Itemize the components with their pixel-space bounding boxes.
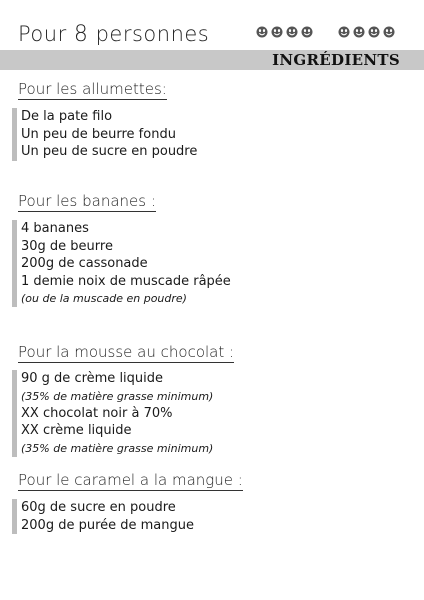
section-title-allumettes: Pour les allumettes:: [18, 80, 167, 98]
ingredient-item: Un peu de beurre fondu: [21, 126, 176, 142]
title-prefix: Pour: [18, 22, 67, 46]
ingredient-item: Un peu de sucre en poudre: [21, 144, 198, 159]
ingredient-item: De la pate filo: [21, 109, 113, 124]
smiley-face-icon: [353, 26, 365, 38]
smiley-face-icon: [271, 26, 283, 38]
ingredient-item: 200g de purée de mangue: [21, 517, 194, 533]
ingredient-note: (ou de la muscade en poudre): [21, 292, 187, 305]
section-title-caramel: Pour le caramel a la mangue :: [18, 471, 243, 489]
ingredient-item: 90 g de crème liquide: [21, 371, 164, 386]
servings-icons-group-2: [338, 26, 395, 38]
smiley-face-icon: [301, 26, 313, 38]
section-title-bananes: Pour les bananes :: [18, 192, 156, 210]
ingredient-list-bananes: [12, 220, 231, 307]
ingredients-band: [0, 50, 424, 70]
smiley-face-icon: [256, 26, 268, 38]
page-title: [18, 22, 209, 47]
title-number: 8: [73, 22, 89, 47]
ingredient-item: 200g de cassonade: [21, 256, 148, 271]
ingredient-item: 60g de sucre en poudre: [21, 500, 176, 515]
ingredient-item: 4 bananes: [21, 221, 89, 236]
title-suffix: personnes: [95, 22, 210, 46]
ingredient-item: XX chocolat noir à 70%: [21, 405, 173, 421]
ingredients-label: INGRÉDIENTS: [272, 51, 400, 69]
servings-icons-group-1: [256, 26, 313, 38]
ingredient-item: XX crème liquide: [21, 423, 132, 438]
smiley-face-icon: [368, 26, 380, 38]
ingredient-note: (35% de matière grasse minimum): [21, 389, 214, 403]
ingredient-item: 1 demie noix de muscade râpée: [21, 273, 231, 289]
ingredient-item: 30g de beurre: [21, 238, 113, 254]
smiley-face-icon: [383, 26, 395, 38]
ingredient-list-mousse: [12, 370, 213, 457]
ingredient-list-allumettes: [12, 108, 197, 161]
section-title-mousse: Pour la mousse au chocolat :: [18, 343, 235, 361]
ingredient-list-caramel: [12, 499, 194, 534]
smiley-face-icon: [286, 26, 298, 38]
ingredient-note: (35% de matière grasse minimum): [21, 441, 214, 455]
smiley-face-icon: [338, 26, 350, 38]
